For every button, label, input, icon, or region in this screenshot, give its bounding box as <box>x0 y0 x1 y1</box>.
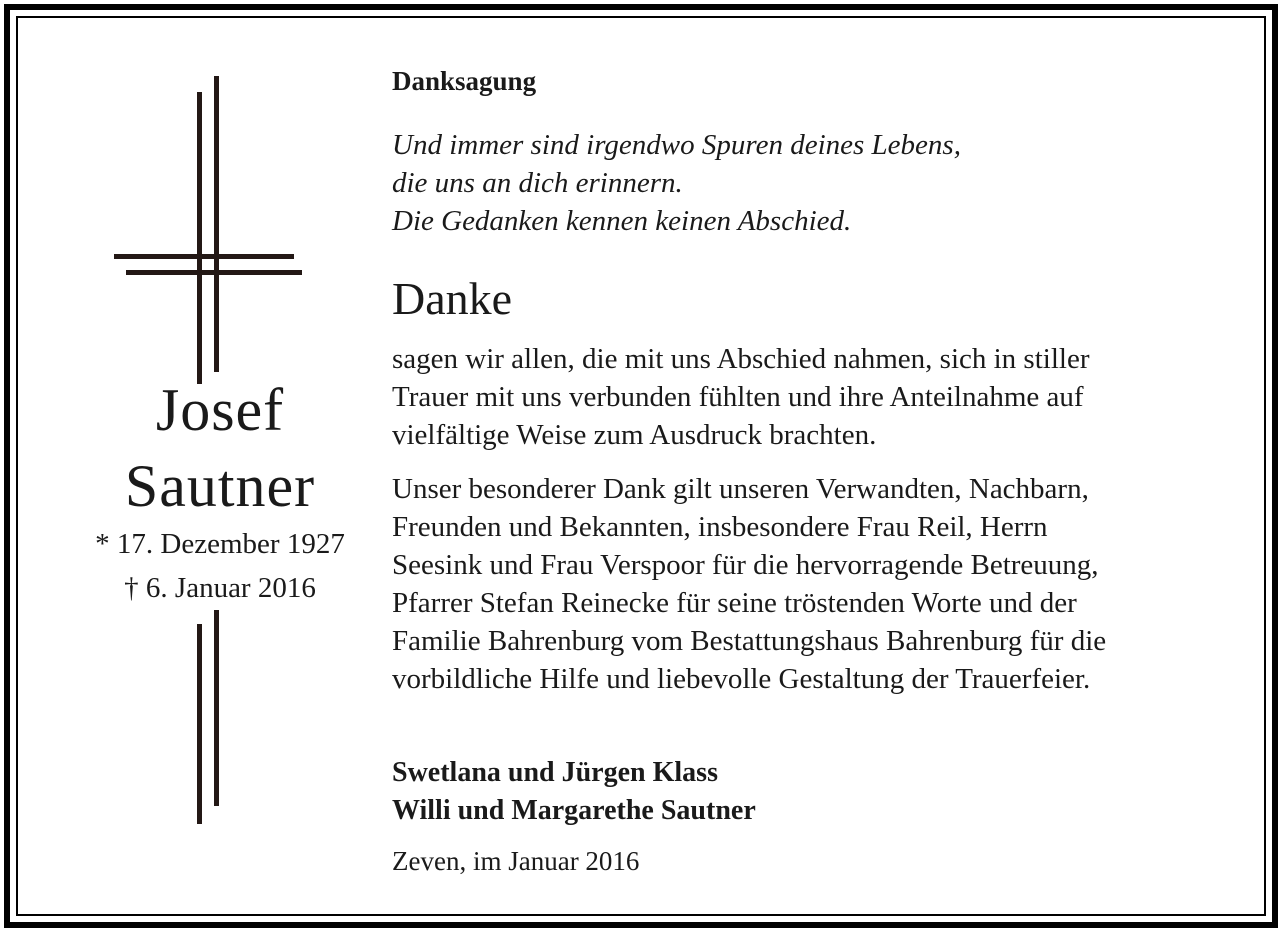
signer-line: Swetlana und Jürgen Klass <box>392 757 718 788</box>
deceased-first-name: Josef <box>155 377 285 443</box>
paragraph-line: Freunden und Bekannten, insbesondere Frau Reil, Herrn <box>392 511 1048 543</box>
place-date: Zeven, im Januar 2016 <box>392 846 640 876</box>
quote-line: Die Gedanken kennen keinen Abschied. <box>392 205 852 237</box>
birth-date: * 17. Dezember 1927 <box>95 528 345 560</box>
paragraph-line: Seesink und Frau Verspoor für die hervorragende Betreuung, <box>392 549 1099 581</box>
cross-vertical-lower-left <box>197 624 202 824</box>
quote-line: die uns an dich erinnern. <box>392 167 683 199</box>
paragraph-line: Trauer mit uns verbunden fühlten und ihre Anteilnahme auf <box>392 381 1084 413</box>
quote <box>392 126 961 240</box>
cross-vertical-upper-left <box>197 92 202 384</box>
paragraph-line: Pfarrer Stefan Reinecke für seine tröstenden Worte und der <box>392 587 1077 619</box>
thanks-paragraph-1 <box>392 340 1212 454</box>
signer-line: Willi und Margarethe Sautner <box>392 795 756 826</box>
deceased-last-name: Sautner <box>124 453 316 519</box>
paragraph-line: sagen wir allen, die mit uns Abschied nahmen, sich in stiller <box>392 343 1090 375</box>
thanks-paragraph-2 <box>392 470 1212 698</box>
death-date: † 6. Januar 2016 <box>124 572 316 604</box>
cross-vertical-upper-right <box>214 76 219 372</box>
danke-title: Danke <box>392 273 513 324</box>
cross-horizontal-upper <box>114 254 294 259</box>
signers <box>392 754 756 830</box>
notice-heading: Danksagung <box>392 66 537 96</box>
deceased-block <box>60 377 380 604</box>
paragraph-line: Unser besonderer Dank gilt unseren Verwandten, Nachbarn, <box>392 473 1089 505</box>
quote-line: Und immer sind irgendwo Spuren deines Lebens, <box>392 129 961 161</box>
paragraph-line: vielfältige Weise zum Ausdruck brachten. <box>392 419 877 451</box>
cross-horizontal-lower <box>126 270 302 275</box>
paragraph-line: vorbildliche Hilfe und liebevolle Gestaltung der Trauerfeier. <box>392 663 1091 695</box>
paragraph-line: Familie Bahrenburg vom Bestattungshaus Bahrenburg für die <box>392 625 1107 657</box>
cross-vertical-lower-right <box>214 610 219 806</box>
